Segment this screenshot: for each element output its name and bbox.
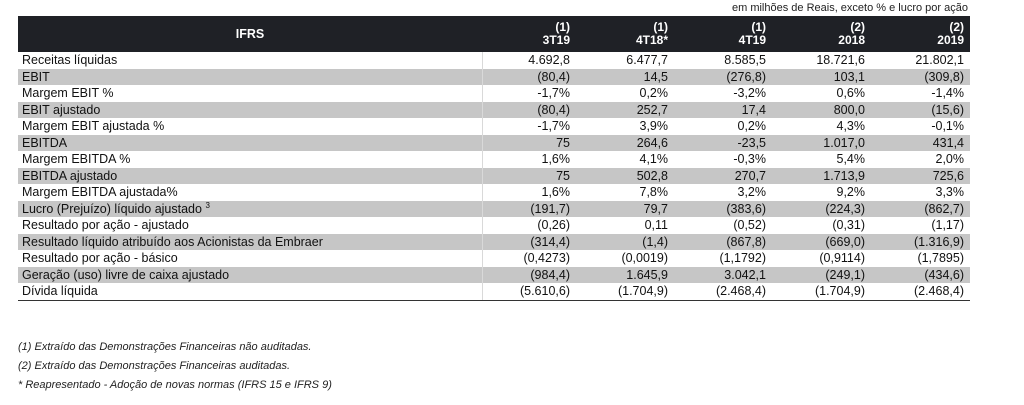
cell-value: 8.585,5	[674, 52, 772, 69]
table-row	[18, 168, 970, 185]
cell-value: 4.692,8	[482, 52, 576, 69]
cell-value: (191,7)	[482, 201, 576, 218]
cell-value: (15,6)	[871, 102, 970, 119]
cell-value: 3,3%	[871, 184, 970, 201]
cell-value: (0,4273)	[482, 250, 576, 267]
cell-value: 21.802,1	[871, 52, 970, 69]
cell-value: (1.704,9)	[576, 283, 674, 300]
table-row	[18, 85, 970, 102]
cell-value: 502,8	[576, 168, 674, 185]
cell-value: -1,4%	[871, 85, 970, 102]
header-col-4t18	[576, 16, 674, 52]
cell-value: 1,6%	[482, 184, 576, 201]
cell-value: -1,7%	[482, 118, 576, 135]
row-label-text: Resultado por ação - básico	[22, 251, 178, 266]
cell-value: 1.713,9	[772, 168, 871, 185]
row-label	[18, 52, 482, 69]
header-note: (2)	[949, 20, 964, 34]
row-label-text: Resultado por ação - ajustado	[22, 218, 189, 233]
header-note: (1)	[751, 20, 766, 34]
header-period: 2018	[838, 33, 865, 47]
cell-value: (0,52)	[674, 217, 772, 234]
table-row	[18, 267, 970, 284]
cell-value: (984,4)	[482, 267, 576, 284]
cell-value: 3.042,1	[674, 267, 772, 284]
table-row	[18, 283, 970, 300]
cell-value: (1,1792)	[674, 250, 772, 267]
table-row	[18, 69, 970, 86]
row-label	[18, 184, 482, 201]
footnote-ref: 3	[205, 200, 210, 210]
table-row	[18, 250, 970, 267]
cell-value: (1,17)	[871, 217, 970, 234]
cell-value: 0,2%	[674, 118, 772, 135]
table-row	[18, 52, 970, 69]
cell-value: 431,4	[871, 135, 970, 152]
cell-value: 9,2%	[772, 184, 871, 201]
table-row	[18, 201, 970, 218]
table-row	[18, 118, 970, 135]
row-label-text: Margem EBITDA %	[22, 152, 131, 167]
row-label	[18, 151, 482, 168]
cell-value: (224,3)	[772, 201, 871, 218]
header-period: 4T19	[738, 33, 766, 47]
cell-value: (0,9114)	[772, 250, 871, 267]
header-note: (1)	[555, 20, 570, 34]
cell-value: (1,7895)	[871, 250, 970, 267]
row-label	[18, 118, 482, 135]
cell-value: (80,4)	[482, 102, 576, 119]
table-body	[18, 52, 970, 300]
cell-value: (2.468,4)	[871, 283, 970, 300]
row-label-text: Margem EBIT ajustada %	[22, 119, 165, 134]
cell-value: 0,6%	[772, 85, 871, 102]
table-row	[18, 151, 970, 168]
row-label-text: EBIT ajustado	[22, 102, 101, 117]
header-note: (1)	[653, 20, 668, 34]
cell-value: (669,0)	[772, 234, 871, 251]
cell-value: 4,1%	[576, 151, 674, 168]
unit-note: em milhões de Reais, exceto % e lucro por ação	[731, 2, 968, 14]
cell-value: 3,2%	[674, 184, 772, 201]
row-label-text: EBIT	[22, 69, 50, 84]
cell-value: 14,5	[576, 69, 674, 86]
row-label	[18, 69, 482, 86]
row-label-text: Lucro (Prejuízo) líquido ajustado	[22, 201, 202, 216]
row-label-text: Resultado líquido atribuído aos Acionistas da Embraer	[22, 234, 323, 249]
cell-value: 0,2%	[576, 85, 674, 102]
cell-value: (1.316,9)	[871, 234, 970, 251]
cell-value: (5.610,6)	[482, 283, 576, 300]
header-col-3t19	[482, 16, 576, 52]
cell-value: 4,3%	[772, 118, 871, 135]
footnote: (2) Extraído das Demonstrações Financeiras auditadas.	[18, 360, 291, 372]
cell-value: -0,1%	[871, 118, 970, 135]
row-label-text: EBITDA ajustado	[22, 168, 118, 183]
cell-value: (80,4)	[482, 69, 576, 86]
cell-value: (309,8)	[871, 69, 970, 86]
cell-value: -0,3%	[674, 151, 772, 168]
row-label	[18, 283, 482, 300]
cell-value: 725,6	[871, 168, 970, 185]
cell-value: (0,31)	[772, 217, 871, 234]
row-label	[18, 85, 482, 102]
cell-value: (1,4)	[576, 234, 674, 251]
row-label	[18, 267, 482, 284]
table-row	[18, 102, 970, 119]
row-label-text: Receitas líquidas	[22, 53, 118, 68]
cell-value: (434,6)	[871, 267, 970, 284]
table-header-row	[18, 16, 970, 52]
cell-value: 5,4%	[772, 151, 871, 168]
cell-value: 75	[482, 168, 576, 185]
cell-value: 800,0	[772, 102, 871, 119]
table-row	[18, 184, 970, 201]
header-col-4t19	[674, 16, 772, 52]
footnote: (1) Extraído das Demonstrações Financeiras não auditadas.	[18, 341, 312, 353]
table-row	[18, 234, 970, 251]
cell-value: 18.721,6	[772, 52, 871, 69]
cell-value: 75	[482, 135, 576, 152]
cell-value: (867,8)	[674, 234, 772, 251]
cell-value: (383,6)	[674, 201, 772, 218]
row-label	[18, 250, 482, 267]
header-label: IFRS	[18, 16, 482, 52]
financial-table	[18, 16, 970, 301]
cell-value: 0,11	[576, 217, 674, 234]
footnote: * Reapresentado - Adoção de novas normas (IFRS 15 e IFRS 9)	[18, 379, 332, 391]
cell-value: 270,7	[674, 168, 772, 185]
cell-value: 6.477,7	[576, 52, 674, 69]
cell-value: 1.645,9	[576, 267, 674, 284]
cell-value: -3,2%	[674, 85, 772, 102]
cell-value: (249,1)	[772, 267, 871, 284]
row-label-text: Geração (uso) livre de caixa ajustado	[22, 267, 230, 282]
row-label	[18, 168, 482, 185]
row-label	[18, 234, 482, 251]
cell-value: 7,8%	[576, 184, 674, 201]
cell-value: (0,26)	[482, 217, 576, 234]
header-col-2018	[772, 16, 871, 52]
cell-value: (314,4)	[482, 234, 576, 251]
cell-value: (276,8)	[674, 69, 772, 86]
row-label-text: Margem EBITDA ajustada%	[22, 185, 178, 200]
cell-value: 17,4	[674, 102, 772, 119]
table-row	[18, 217, 970, 234]
header-period: 2019	[937, 33, 964, 47]
cell-value: (862,7)	[871, 201, 970, 218]
cell-value: 264,6	[576, 135, 674, 152]
row-label	[18, 201, 482, 218]
cell-value: 1.017,0	[772, 135, 871, 152]
row-label-text: Dívida líquida	[22, 284, 98, 299]
cell-value: 252,7	[576, 102, 674, 119]
header-period: 3T19	[542, 33, 570, 47]
row-label-text: Margem EBIT %	[22, 86, 114, 101]
cell-value: 103,1	[772, 69, 871, 86]
row-label-text: EBITDA	[22, 135, 68, 150]
cell-value: -23,5	[674, 135, 772, 152]
header-note: (2)	[850, 20, 865, 34]
table-row	[18, 135, 970, 152]
row-label	[18, 102, 482, 119]
cell-value: 1,6%	[482, 151, 576, 168]
row-label	[18, 135, 482, 152]
footnotes	[18, 341, 332, 398]
cell-value: 79,7	[576, 201, 674, 218]
cell-value: -1,7%	[482, 85, 576, 102]
cell-value: 2,0%	[871, 151, 970, 168]
cell-value: (1.704,9)	[772, 283, 871, 300]
header-period: 4T18*	[635, 33, 668, 47]
cell-value: 3,9%	[576, 118, 674, 135]
header-col-2019	[871, 16, 970, 52]
cell-value: (2.468,4)	[674, 283, 772, 300]
cell-value: (0,0019)	[576, 250, 674, 267]
row-label	[18, 217, 482, 234]
